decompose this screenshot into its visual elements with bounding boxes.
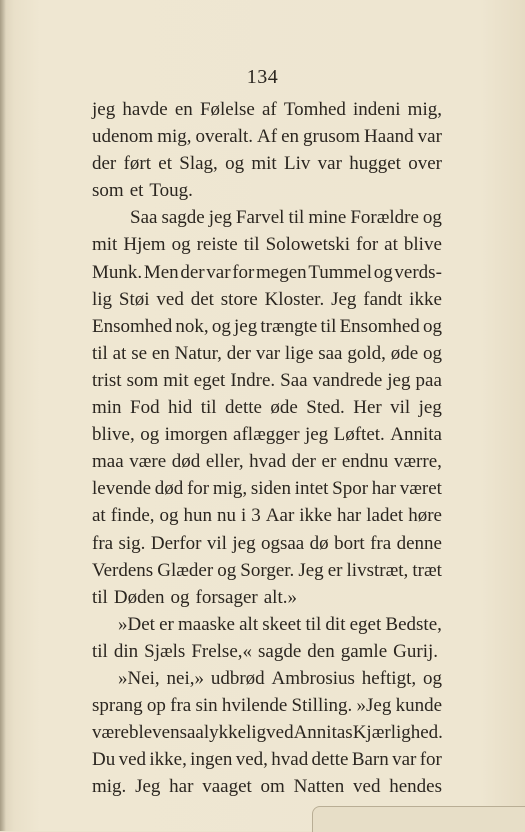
word: for xyxy=(419,749,442,771)
text-line xyxy=(92,502,442,529)
page-corner-edge xyxy=(312,806,525,832)
text-line xyxy=(92,286,442,313)
word: mig. xyxy=(92,776,127,798)
word: alt.» xyxy=(263,586,297,608)
word: hendes xyxy=(389,776,442,798)
word: Bedste, xyxy=(385,613,442,635)
word: ikke, xyxy=(149,749,187,771)
word: at xyxy=(384,234,398,256)
word: Forældre xyxy=(350,207,419,229)
word: fra xyxy=(170,695,192,717)
word: ved xyxy=(266,722,294,744)
word: var xyxy=(206,261,231,283)
word: mig, xyxy=(407,99,442,120)
word: og xyxy=(171,234,191,256)
word: i xyxy=(241,505,247,527)
word: sagde xyxy=(258,640,302,662)
word: grusom xyxy=(303,126,361,148)
word: har xyxy=(371,478,397,500)
text-line xyxy=(92,340,442,367)
word: lig xyxy=(92,288,113,310)
word: verds- xyxy=(394,261,442,283)
word: Hjem xyxy=(123,234,166,256)
word: der xyxy=(92,153,117,175)
word: Tummel xyxy=(308,261,373,283)
word: var xyxy=(392,749,417,771)
word: fra xyxy=(370,532,392,554)
word: Ensomhed xyxy=(92,315,173,337)
word: udenom xyxy=(92,126,154,148)
word: saa xyxy=(179,722,204,744)
word: maa xyxy=(92,451,124,473)
word: hvad xyxy=(249,451,287,473)
word: Jeg xyxy=(331,288,357,310)
word: Barn xyxy=(351,749,389,771)
word: Haand xyxy=(364,126,414,148)
text-line xyxy=(92,421,442,448)
text-line xyxy=(92,773,442,800)
word: Men xyxy=(143,261,179,283)
word: heftigt, xyxy=(361,667,417,689)
text-line xyxy=(92,96,442,123)
word: din xyxy=(113,640,139,662)
word: sagde xyxy=(161,207,205,229)
word: gamle xyxy=(340,640,388,662)
word: fra xyxy=(92,532,114,554)
text-line xyxy=(92,150,442,177)
word: har xyxy=(337,505,362,527)
word: nok, xyxy=(175,315,209,337)
body-text xyxy=(92,96,442,800)
word: død xyxy=(154,478,184,500)
word: ikke xyxy=(299,505,332,527)
word: ført xyxy=(123,153,151,175)
word: mit xyxy=(251,153,277,175)
word: forsager xyxy=(195,586,258,608)
word: jeg xyxy=(92,99,116,120)
word: som xyxy=(92,180,124,202)
word: skeet xyxy=(262,613,302,635)
word: Verdens xyxy=(92,559,154,581)
word: og xyxy=(225,153,245,175)
word: op xyxy=(146,695,166,717)
word: mine xyxy=(308,207,347,229)
word: jeg xyxy=(387,369,411,391)
word: siden xyxy=(250,478,291,500)
word: som xyxy=(126,369,159,391)
word: til xyxy=(92,342,108,364)
word: øde xyxy=(390,342,419,364)
word: ladet xyxy=(366,505,404,527)
word: Annitas xyxy=(293,722,353,744)
word: og xyxy=(217,559,237,581)
text-line xyxy=(92,394,442,421)
word: aflægger xyxy=(233,424,300,446)
word: jeg xyxy=(304,424,329,446)
word: Støi xyxy=(118,288,150,310)
text-line xyxy=(92,611,442,638)
word: dø xyxy=(309,532,329,554)
word: vandrede xyxy=(312,369,383,391)
word: gold, xyxy=(347,342,386,364)
word: Af xyxy=(257,126,278,148)
word: Saa xyxy=(130,207,158,229)
word: Ambrosius xyxy=(271,667,355,689)
word: min xyxy=(92,397,122,419)
word: sprang xyxy=(92,695,143,717)
word: vaaget xyxy=(202,776,252,798)
text-line xyxy=(92,665,442,692)
word: der xyxy=(226,342,251,364)
word: hun xyxy=(183,505,213,527)
word: Du xyxy=(92,749,116,771)
word: alt xyxy=(239,613,259,635)
word: til xyxy=(92,640,108,662)
word: overalt. xyxy=(195,126,254,148)
word: den xyxy=(307,640,335,662)
word: en xyxy=(151,342,170,364)
word: der xyxy=(180,261,205,283)
word: og xyxy=(422,207,442,229)
word: nei,» xyxy=(166,667,204,689)
word: Gurij. xyxy=(393,640,439,662)
word: var xyxy=(255,342,281,364)
word: for xyxy=(356,234,379,256)
word: trist xyxy=(92,369,122,391)
text-line xyxy=(92,448,442,475)
word: ikke xyxy=(409,288,442,310)
word: om xyxy=(260,776,285,798)
word: »Nei, xyxy=(118,667,160,689)
word: Toug. xyxy=(149,180,193,202)
text-line xyxy=(92,557,442,584)
word: ved xyxy=(353,776,381,798)
word: jeg xyxy=(418,397,442,419)
word: for xyxy=(232,261,255,283)
word: denne xyxy=(396,532,442,554)
text-line xyxy=(92,746,442,773)
word: være xyxy=(92,722,129,744)
word: vil xyxy=(390,397,411,419)
word: Solowetski xyxy=(265,234,351,256)
word: eget xyxy=(349,613,382,635)
word: maaske xyxy=(177,613,235,635)
word: Følelse xyxy=(199,99,255,120)
word: hvad xyxy=(271,749,309,771)
word: levende xyxy=(92,478,152,500)
word: ingen xyxy=(190,749,233,771)
word: eller, xyxy=(205,451,244,473)
word: mit xyxy=(92,234,118,256)
text-line xyxy=(92,692,442,719)
word: er xyxy=(321,451,337,473)
word: Aar xyxy=(265,505,295,527)
word: blive, xyxy=(92,424,135,446)
word: ved, xyxy=(235,749,268,771)
text-line xyxy=(92,584,442,611)
word: Saa xyxy=(280,369,308,391)
word: til xyxy=(200,397,217,419)
word: mit xyxy=(163,369,189,391)
word: høre xyxy=(408,505,442,527)
word: har xyxy=(169,776,194,798)
word: Derfor xyxy=(150,532,202,554)
word: sin xyxy=(195,695,218,717)
word: Fod xyxy=(130,397,160,419)
text-line xyxy=(92,259,442,286)
word: og xyxy=(422,667,442,689)
word: nu xyxy=(217,505,237,527)
word: »Det xyxy=(118,613,155,635)
word: eget xyxy=(193,369,226,391)
word: det xyxy=(190,288,214,310)
word: Frelse,« xyxy=(191,640,253,662)
word: Døden xyxy=(113,586,165,608)
word: til xyxy=(305,613,322,635)
word: Annita xyxy=(390,424,442,446)
word: at xyxy=(92,505,106,527)
word: sig. xyxy=(118,532,146,554)
word: fandt xyxy=(363,288,403,310)
word: livstræt, xyxy=(346,559,409,581)
word: Sjæls xyxy=(144,640,186,662)
word: træt xyxy=(412,559,442,581)
word: Stilling. xyxy=(291,695,353,717)
word: og xyxy=(373,261,393,283)
text-line xyxy=(92,177,442,204)
word: ogsaa xyxy=(260,532,305,554)
word: af xyxy=(261,99,277,120)
word: Sted. xyxy=(306,397,345,419)
word: store xyxy=(220,288,258,310)
word: intet xyxy=(294,478,329,500)
word: til xyxy=(92,586,108,608)
word: dette xyxy=(225,397,262,419)
text-line xyxy=(92,367,442,394)
word: til xyxy=(288,207,305,229)
word: Jeg xyxy=(298,559,324,581)
word: bort xyxy=(334,532,365,554)
word: Natten xyxy=(293,776,345,798)
word: ved xyxy=(156,288,184,310)
word: Farvel xyxy=(235,207,285,229)
word: jeg xyxy=(232,532,256,554)
word: imorgen xyxy=(164,424,228,446)
word: Indre. xyxy=(230,369,276,391)
word: blive xyxy=(403,234,442,256)
word: en xyxy=(281,126,300,148)
word: paa xyxy=(415,369,442,391)
word: vil xyxy=(206,532,227,554)
text-line xyxy=(92,719,442,746)
word: reiste xyxy=(196,234,238,256)
word: Ensomhed xyxy=(339,315,420,337)
text-line xyxy=(92,123,442,150)
word: Kloster. xyxy=(264,288,325,310)
word: var xyxy=(417,126,442,148)
word: se xyxy=(131,342,148,364)
text-line xyxy=(92,204,442,231)
word: og xyxy=(159,505,179,527)
spine-shadow xyxy=(0,0,6,831)
text-line xyxy=(92,231,442,258)
word: finde, xyxy=(110,505,155,527)
word: værre, xyxy=(393,451,442,473)
word: dette xyxy=(311,749,349,771)
word: er xyxy=(327,559,343,581)
word: mig, xyxy=(157,126,192,148)
word: dit xyxy=(325,613,346,635)
page-number: 134 xyxy=(246,66,279,88)
text-line xyxy=(92,530,442,557)
word: Her xyxy=(353,397,382,419)
word: Kjærlighed. xyxy=(352,722,443,744)
word: ved xyxy=(118,749,147,771)
word: saa xyxy=(318,342,343,364)
word: »Jeg xyxy=(356,695,392,717)
word: være xyxy=(129,451,167,473)
word: været xyxy=(399,478,442,500)
word: for xyxy=(186,478,210,500)
word: udbrød xyxy=(210,667,265,689)
word: Natur, xyxy=(174,342,222,364)
text-line xyxy=(92,475,442,502)
text-line xyxy=(92,638,442,665)
word: til xyxy=(243,234,260,256)
word: jeg xyxy=(233,315,258,337)
word: Tomhed xyxy=(283,99,346,120)
word: hugget xyxy=(349,153,401,175)
word: øde xyxy=(270,397,298,419)
word: lige xyxy=(284,342,314,364)
word: Munk. xyxy=(92,261,143,283)
word: lykkelig xyxy=(203,722,267,744)
word: over xyxy=(408,153,442,175)
word: jeg xyxy=(208,207,232,229)
word: var xyxy=(317,153,342,175)
word: havde xyxy=(122,99,168,120)
word: Sorger. xyxy=(240,559,295,581)
word: hid xyxy=(168,397,193,419)
word: og xyxy=(422,342,442,364)
word: Løftet. xyxy=(333,424,385,446)
word: kunde xyxy=(395,695,442,717)
word: og xyxy=(422,315,442,337)
word: Spor xyxy=(332,478,369,500)
word: til xyxy=(320,315,337,337)
text-line xyxy=(92,313,442,340)
word: megen xyxy=(256,261,307,283)
word: 3 xyxy=(251,505,261,527)
word: og xyxy=(140,424,160,446)
word: og xyxy=(170,586,190,608)
word: er xyxy=(159,613,174,635)
word: Glæder xyxy=(157,559,214,581)
word: indeni xyxy=(353,99,401,120)
word: Liv xyxy=(283,153,311,175)
word: hvilende xyxy=(221,695,288,717)
word: et xyxy=(158,153,172,175)
word: trængte xyxy=(260,315,318,337)
word: bleven xyxy=(128,722,180,744)
word: et xyxy=(129,180,144,202)
word: der xyxy=(291,451,316,473)
word: Jeg xyxy=(135,776,161,798)
word: Slag, xyxy=(179,153,218,175)
word: at xyxy=(112,342,127,364)
word: og xyxy=(211,315,231,337)
word: en xyxy=(174,99,193,120)
word: endnu xyxy=(341,451,389,473)
word: mig, xyxy=(212,478,248,500)
word: død xyxy=(171,451,201,473)
